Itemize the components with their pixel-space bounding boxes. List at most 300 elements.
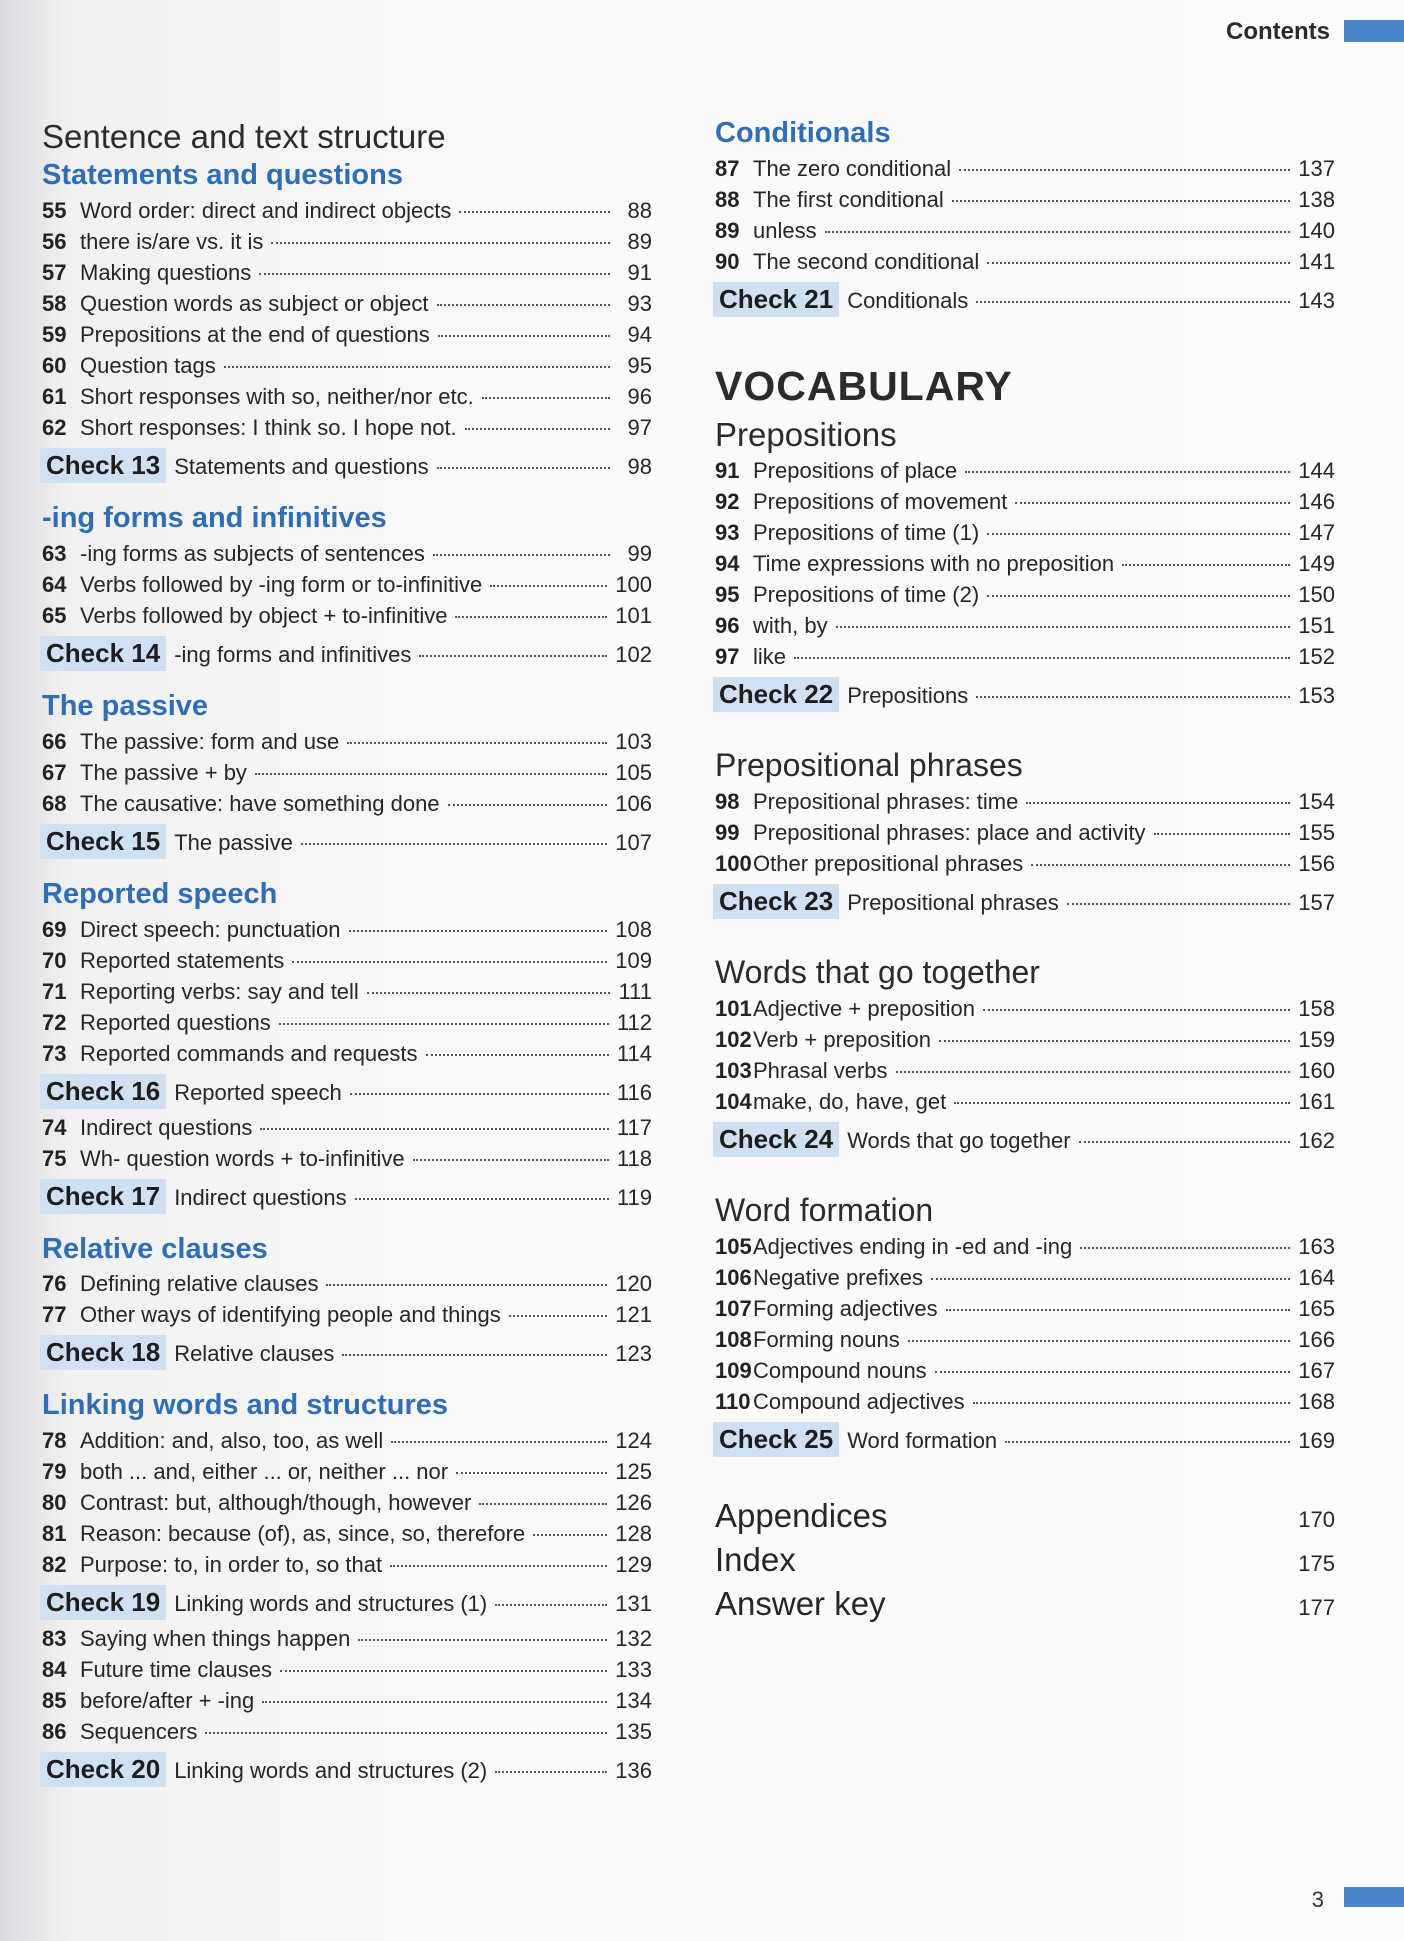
- check-badge: Check 21: [713, 282, 839, 317]
- page-ref: 155: [1298, 820, 1335, 846]
- page-ref: 156: [1298, 851, 1335, 877]
- check-entry: [42, 1585, 652, 1622]
- check-entry: [715, 282, 1335, 319]
- group-conditionals: [715, 118, 1335, 319]
- toc-entry: [42, 291, 652, 322]
- toc-entry: [42, 198, 652, 229]
- dot-leader: [465, 428, 610, 430]
- unit-title: Forming adjectives: [753, 1296, 938, 1322]
- unit-number: 90: [715, 248, 740, 274]
- dot-leader: [479, 1503, 607, 1505]
- dot-leader: [292, 961, 607, 963]
- page-ref: 98: [627, 453, 652, 479]
- section-title: Sentence and text structure: [42, 118, 446, 155]
- page-ref: 99: [627, 540, 652, 566]
- dot-leader: [983, 1009, 1290, 1011]
- unit-title: -ing forms as subjects of sentences: [80, 540, 425, 566]
- unit-number: 62: [42, 414, 67, 440]
- unit-title: Sequencers: [80, 1719, 198, 1745]
- page-ref: 112: [616, 1009, 652, 1035]
- check-entry: [42, 1074, 652, 1111]
- toc-entry: [715, 1389, 1335, 1420]
- unit-title: Word order: direct and indirect objects: [80, 197, 452, 223]
- unit-number: 64: [42, 571, 67, 597]
- page-ref: 100: [615, 571, 652, 597]
- unit-title: Purpose: to, in order to, so that: [80, 1552, 383, 1578]
- check-badge: Check 13: [40, 448, 166, 483]
- check-entry: [715, 1422, 1335, 1459]
- unit-title: Negative prefixes: [753, 1265, 923, 1291]
- page-ref: 120: [615, 1271, 652, 1297]
- check-title: The passive: [174, 829, 293, 855]
- dot-leader: [825, 231, 1291, 233]
- unit-number: 93: [715, 519, 740, 545]
- toc-entry: [715, 613, 1335, 644]
- group-linking: [42, 1390, 652, 1789]
- toc-entry: [715, 1358, 1335, 1389]
- dot-leader: [1005, 1441, 1290, 1443]
- unit-title: Verb + preposition: [753, 1027, 931, 1053]
- unit-number: 74: [42, 1114, 67, 1140]
- dot-leader: [952, 200, 1291, 202]
- dot-leader: [965, 471, 1290, 473]
- unit-number: 104: [715, 1089, 752, 1115]
- check-badge: Check 22: [713, 677, 839, 712]
- unit-title: with, by: [753, 612, 828, 638]
- toc-entry: [42, 541, 652, 572]
- unit-title: Question words as subject or object: [80, 290, 429, 316]
- page-ref: 147: [1298, 519, 1335, 545]
- check-entry: [42, 1335, 652, 1372]
- page-ref: 166: [1298, 1327, 1335, 1353]
- page-ref: 129: [615, 1552, 652, 1578]
- unit-number: 109: [715, 1358, 752, 1384]
- page-ref: 94: [627, 321, 652, 347]
- toc-entry: [42, 1688, 652, 1719]
- group-formation: [715, 1193, 1335, 1459]
- dot-leader: [437, 304, 610, 306]
- unit-title: Reason: because (of), as, since, so, therefore: [80, 1521, 526, 1547]
- unit-number: 73: [42, 1040, 67, 1066]
- toc-entry: [42, 229, 652, 260]
- unit-number: 76: [42, 1271, 67, 1297]
- check-title: Indirect questions: [174, 1184, 347, 1210]
- header-label: Contents: [1226, 18, 1330, 45]
- unit-number: 80: [42, 1490, 67, 1516]
- unit-number: 85: [42, 1688, 67, 1714]
- page-ref: 158: [1298, 996, 1335, 1022]
- unit-number: 95: [715, 581, 740, 607]
- check-badge: Check 15: [40, 824, 166, 859]
- page-ref: 91: [627, 259, 652, 285]
- dot-leader: [279, 1023, 609, 1025]
- dot-leader: [255, 773, 607, 775]
- toc-entry: [42, 260, 652, 291]
- toc-entry: [715, 156, 1335, 187]
- check-entry: [715, 677, 1335, 714]
- unit-number: 108: [715, 1327, 752, 1353]
- page-ref: 175: [1298, 1551, 1335, 1577]
- unit-number: 105: [715, 1234, 752, 1260]
- dot-leader: [455, 616, 607, 618]
- page-ref: 126: [615, 1490, 652, 1516]
- unit-title: Addition: and, also, too, as well: [80, 1428, 384, 1454]
- dot-leader: [260, 1128, 608, 1130]
- unit-number: 75: [42, 1145, 67, 1171]
- dot-leader: [426, 1054, 609, 1056]
- toc-entry: [715, 249, 1335, 280]
- check-entry: [715, 1122, 1335, 1159]
- page-ref: 106: [615, 790, 652, 816]
- toc-entry: [715, 489, 1335, 520]
- toc-entry: [715, 520, 1335, 551]
- dot-leader: [437, 467, 610, 469]
- toc-entry: [715, 458, 1335, 489]
- toc-entry: [715, 1327, 1335, 1358]
- dot-leader: [280, 1670, 607, 1672]
- page-ref: 105: [615, 759, 652, 785]
- group-heading: Prepositional phrases: [715, 746, 1023, 783]
- group-passive: [42, 691, 652, 861]
- page-ref: 159: [1298, 1027, 1335, 1053]
- dot-leader: [259, 273, 610, 275]
- toc-entry: [42, 979, 652, 1010]
- dot-leader: [495, 1771, 607, 1773]
- unit-title: Indirect questions: [80, 1114, 253, 1140]
- page-ref: 168: [1298, 1389, 1335, 1415]
- toc-entry: [42, 1041, 652, 1072]
- unit-title: Other ways of identifying people and things: [80, 1302, 501, 1328]
- unit-number: 97: [715, 643, 740, 669]
- page-ref: 123: [615, 1341, 652, 1367]
- dot-leader: [931, 1278, 1290, 1280]
- page-ref: 95: [627, 352, 652, 378]
- page-ref: 128: [615, 1521, 652, 1547]
- toc-entry: [42, 1010, 652, 1041]
- dot-leader: [271, 242, 610, 244]
- group-prepositions: [715, 416, 1335, 714]
- page-ref: 157: [1298, 890, 1335, 916]
- page-ref: 111: [618, 978, 652, 1004]
- unit-title: Reported questions: [80, 1009, 271, 1035]
- dot-leader: [205, 1732, 607, 1734]
- unit-number: 65: [42, 602, 67, 628]
- unit-number: 83: [42, 1626, 67, 1652]
- unit-title: Adjectives ending in -ed and -ing: [753, 1234, 1073, 1260]
- unit-number: 89: [715, 217, 740, 243]
- group-heading: Statements and questions: [42, 158, 403, 191]
- unit-title: Time expressions with no preposition: [753, 550, 1115, 576]
- unit-number: 101: [715, 996, 752, 1022]
- unit-number: 87: [715, 155, 740, 181]
- group-relative: [42, 1234, 652, 1373]
- page-ref: 149: [1298, 550, 1335, 576]
- page-ref: 133: [615, 1657, 652, 1683]
- unit-title: Reported statements: [80, 947, 285, 973]
- check-badge: Check 19: [40, 1585, 166, 1620]
- dot-leader: [1080, 1247, 1290, 1249]
- page-ref: 169: [1298, 1428, 1335, 1454]
- backmatter-entry: [715, 1497, 1335, 1541]
- page-ref: 137: [1298, 155, 1335, 181]
- right-column: [715, 118, 1335, 1629]
- unit-title: The passive + by: [80, 759, 247, 785]
- backmatter-label: Index: [715, 1541, 796, 1579]
- group-ing: [42, 503, 652, 673]
- toc-entry: [715, 1265, 1335, 1296]
- dot-leader: [301, 843, 607, 845]
- toc-entry: [42, 322, 652, 353]
- toc-entry: [42, 917, 652, 948]
- check-entry: [42, 1179, 652, 1216]
- group-heading: Words that go together: [715, 954, 1040, 991]
- check-title: Relative clauses: [174, 1341, 335, 1367]
- page-ref: 161: [1298, 1089, 1335, 1115]
- unit-title: Prepositional phrases: time: [753, 789, 1019, 815]
- dot-leader: [836, 626, 1291, 628]
- dot-leader: [262, 1701, 607, 1703]
- unit-title: Reporting verbs: say and tell: [80, 978, 359, 1004]
- unit-title: Verbs followed by -ing form or to-infinitive: [80, 571, 483, 597]
- check-badge: Check 14: [40, 636, 166, 671]
- vocabulary-title: VOCABULARY: [715, 362, 1013, 409]
- unit-title: Future time clauses: [80, 1657, 272, 1683]
- toc-entry: [42, 791, 652, 822]
- dot-leader: [355, 1198, 609, 1200]
- group-heading: Conditionals: [715, 117, 891, 149]
- toc-entry: [42, 384, 652, 415]
- unit-title: Short responses: I think so. I hope not.: [80, 414, 457, 440]
- dot-leader: [1026, 802, 1290, 804]
- unit-title: there is/are vs. it is: [80, 228, 264, 254]
- unit-title: Prepositions of place: [753, 457, 958, 483]
- dot-leader: [908, 1340, 1291, 1342]
- unit-number: 81: [42, 1521, 67, 1547]
- toc-entry: [715, 820, 1335, 851]
- unit-number: 96: [715, 612, 740, 638]
- page-ref: 138: [1298, 186, 1335, 212]
- page-ref: 143: [1298, 287, 1335, 313]
- toc-entry: [42, 353, 652, 384]
- unit-number: 99: [715, 820, 740, 846]
- footer-accent-bar: [1344, 1887, 1404, 1907]
- check-badge: Check 16: [40, 1074, 166, 1109]
- check-title: Word formation: [847, 1428, 998, 1454]
- toc-entry: [42, 729, 652, 760]
- unit-title: Phrasal verbs: [753, 1058, 888, 1084]
- dot-leader: [459, 211, 610, 213]
- dot-leader: [1154, 833, 1291, 835]
- page-number: 3: [1311, 1887, 1324, 1912]
- toc-entry: [715, 1234, 1335, 1265]
- check-entry: [42, 1752, 652, 1789]
- page-ref: 131: [615, 1591, 652, 1617]
- check-title: Reported speech: [174, 1079, 342, 1105]
- unit-title: Forming nouns: [753, 1327, 900, 1353]
- dot-leader: [326, 1284, 607, 1286]
- page-ref: 97: [627, 414, 652, 440]
- check-title: Statements and questions: [174, 453, 429, 479]
- check-entry: [715, 884, 1335, 921]
- dot-leader: [347, 742, 607, 744]
- dot-leader: [939, 1040, 1290, 1042]
- unit-number: 91: [715, 457, 740, 483]
- page-ref: 96: [627, 383, 652, 409]
- group-phrases: [715, 748, 1335, 921]
- unit-number: 106: [715, 1265, 752, 1291]
- unit-number: 71: [42, 978, 67, 1004]
- dot-leader: [987, 595, 1290, 597]
- dot-leader: [509, 1315, 608, 1317]
- unit-title: Question tags: [80, 352, 216, 378]
- page-ref: 165: [1298, 1296, 1335, 1322]
- group-heading: -ing forms and infinitives: [42, 501, 387, 534]
- unit-title: Saying when things happen: [80, 1626, 351, 1652]
- group-reported: [42, 879, 652, 1216]
- page-ref: 177: [1298, 1595, 1335, 1621]
- dot-leader: [987, 533, 1290, 535]
- unit-number: 55: [42, 197, 67, 223]
- group-heading: Relative clauses: [42, 1232, 268, 1265]
- page-ref: 140: [1298, 217, 1335, 243]
- unit-number: 77: [42, 1302, 67, 1328]
- group-heading: Linking words and structures: [42, 1389, 449, 1422]
- toc-entry: [42, 1428, 652, 1459]
- group-together: [715, 955, 1335, 1159]
- unit-title: Wh- question words + to-infinitive: [80, 1145, 405, 1171]
- toc-entry: [715, 187, 1335, 218]
- dot-leader: [448, 804, 608, 806]
- toc-entry: [42, 1146, 652, 1177]
- unit-number: 107: [715, 1296, 752, 1322]
- page-ref: 160: [1298, 1058, 1335, 1084]
- page-ref: 144: [1298, 457, 1335, 483]
- group-heading: Word formation: [715, 1192, 934, 1229]
- backmatter-list: [715, 1497, 1335, 1629]
- unit-title: Prepositions of movement: [753, 488, 1008, 514]
- dot-leader: [413, 1159, 609, 1161]
- unit-title: Direct speech: punctuation: [80, 916, 341, 942]
- unit-number: 100: [715, 851, 752, 877]
- unit-number: 72: [42, 1009, 67, 1035]
- unit-title: Reported commands and requests: [80, 1040, 418, 1066]
- dot-leader: [1031, 864, 1290, 866]
- dot-leader: [976, 301, 1290, 303]
- group-heading: The passive: [42, 689, 209, 722]
- page-ref: 150: [1298, 581, 1335, 607]
- toc-entry: [42, 1552, 652, 1583]
- dot-leader: [954, 1102, 1290, 1104]
- unit-number: 82: [42, 1552, 67, 1578]
- unit-title: The zero conditional: [753, 155, 952, 181]
- toc-entry: [715, 996, 1335, 1027]
- page-ref: 124: [615, 1428, 652, 1454]
- unit-title: Defining relative clauses: [80, 1271, 319, 1297]
- unit-number: 69: [42, 916, 67, 942]
- toc-entry: [715, 789, 1335, 820]
- unit-title: Making questions: [80, 259, 252, 285]
- page-ref: 163: [1298, 1234, 1335, 1260]
- page-ref: 108: [615, 916, 652, 942]
- unit-number: 57: [42, 259, 67, 285]
- unit-number: 56: [42, 228, 67, 254]
- unit-number: 58: [42, 290, 67, 316]
- toc-entry: [42, 1626, 652, 1657]
- page-ref: 103: [615, 728, 652, 754]
- left-column: [42, 118, 652, 1801]
- unit-title: Prepositions of time (2): [753, 581, 980, 607]
- toc-entry: [42, 760, 652, 791]
- page-ref: 119: [616, 1184, 652, 1210]
- page-ref: 162: [1298, 1128, 1335, 1154]
- unit-title: The passive: form and use: [80, 728, 340, 754]
- toc-entry: [42, 1657, 652, 1688]
- check-badge: Check 25: [713, 1422, 839, 1457]
- dot-leader: [959, 169, 1290, 171]
- toc-entry: [715, 1296, 1335, 1327]
- page-ref: 132: [615, 1626, 652, 1652]
- page-ref: 146: [1298, 488, 1335, 514]
- unit-title: before/after + -ing: [80, 1688, 255, 1714]
- unit-number: 79: [42, 1459, 67, 1485]
- unit-number: 63: [42, 540, 67, 566]
- unit-number: 66: [42, 728, 67, 754]
- unit-title: make, do, have, get: [753, 1089, 947, 1115]
- dot-leader: [490, 585, 607, 587]
- dot-leader: [350, 1093, 609, 1095]
- unit-number: 94: [715, 550, 740, 576]
- dot-leader: [1079, 1141, 1291, 1143]
- dot-leader: [935, 1371, 1291, 1373]
- backmatter-entry: [715, 1585, 1335, 1629]
- toc-entry: [715, 1058, 1335, 1089]
- toc-entry: [42, 1521, 652, 1552]
- page-ref: 134: [615, 1688, 652, 1714]
- dot-leader: [976, 696, 1290, 698]
- toc-entry: [715, 644, 1335, 675]
- unit-number: 70: [42, 947, 67, 973]
- unit-number: 98: [715, 789, 740, 815]
- page-ref: 170: [1298, 1507, 1335, 1533]
- dot-leader: [419, 655, 607, 657]
- page-ref: 117: [616, 1114, 652, 1140]
- page-ref: 121: [615, 1302, 652, 1328]
- dot-leader: [946, 1309, 1291, 1311]
- toc-entry: [42, 415, 652, 446]
- group-statements: [42, 160, 652, 485]
- unit-number: 61: [42, 383, 67, 409]
- dot-leader: [533, 1534, 607, 1536]
- backmatter-label: Appendices: [715, 1497, 888, 1535]
- unit-number: 102: [715, 1027, 752, 1053]
- dot-leader: [495, 1604, 607, 1606]
- unit-title: like: [753, 643, 787, 669]
- dot-leader: [367, 992, 610, 994]
- check-badge: Check 18: [40, 1335, 166, 1370]
- unit-number: 92: [715, 488, 740, 514]
- check-title: Linking words and structures (2): [174, 1758, 488, 1784]
- unit-title: Other prepositional phrases: [753, 851, 1024, 877]
- toc-entry: [42, 1719, 652, 1750]
- dot-leader: [1122, 564, 1290, 566]
- check-badge: Check 23: [713, 884, 839, 919]
- toc-entry: [715, 582, 1335, 613]
- dot-leader: [973, 1402, 1291, 1404]
- check-title: -ing forms and infinitives: [174, 641, 412, 667]
- dot-leader: [456, 1472, 607, 1474]
- toc-entry: [42, 603, 652, 634]
- page-ref: 93: [627, 290, 652, 316]
